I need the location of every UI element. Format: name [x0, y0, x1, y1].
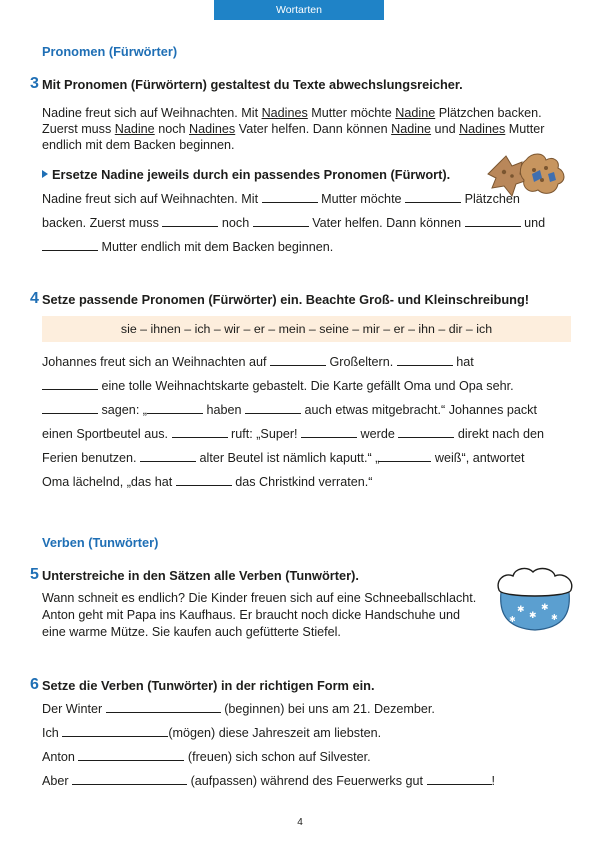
- task-4-instruction: Setze passende Pronomen (Fürwörter) ein. Beachte Groß- und Kleinschreibung!: [42, 292, 530, 307]
- task-3-text-line-3: endlich mit dem Backen beginnen.: [42, 138, 235, 152]
- answer-blank[interactable]: [405, 201, 461, 203]
- page-number: 4: [297, 817, 303, 828]
- svg-text:✱: ✱: [509, 615, 516, 624]
- task-6-line-1: Der Winter (beginnen) bei uns am 21. Dezember.: [42, 702, 435, 716]
- answer-blank[interactable]: [397, 364, 453, 366]
- answer-blank[interactable]: [140, 460, 196, 462]
- word-bank: sie – ihnen – ich – wir – er – mein – seine – mir – er – ihn – dir – ich: [42, 316, 571, 342]
- svg-text:✱: ✱: [529, 611, 537, 621]
- task-3-text-line-1: Nadine freut sich auf Weihnachten. Mit Nadines Mutter möchte Nadine Plätzchen backen.: [42, 106, 542, 120]
- task-3-exercise-line-3: Mutter endlich mit dem Backen beginnen.: [42, 240, 333, 254]
- answer-blank[interactable]: [262, 201, 318, 203]
- section-title-pronomen: Pronomen (Fürwörter): [42, 44, 178, 59]
- task-4-line-1: Johannes freut sich an Weihnachten auf Großeltern. hat: [42, 355, 474, 369]
- answer-blank[interactable]: [253, 225, 309, 227]
- task-number-4: 4: [30, 290, 39, 307]
- svg-text:✱: ✱: [541, 603, 549, 613]
- svg-text:✱: ✱: [517, 605, 525, 615]
- task-4-line-6: Oma lächelnd, „das hat das Christkind verraten.“: [42, 475, 373, 489]
- task-6-line-2: Ich (mögen) diese Jahreszeit am liebsten.: [42, 726, 382, 740]
- task-5-instruction: Unterstreiche in den Sätzen alle Verben (Tunwörter).: [42, 568, 359, 583]
- answer-blank[interactable]: [147, 412, 203, 414]
- task-5-line-3: eine warme Mütze. Sie kaufen auch gefütterte Stiefel.: [42, 625, 341, 639]
- task-4-line-2: eine tolle Weihnachtskarte gebastelt. Die Karte gefällt Oma und Opa sehr.: [42, 379, 514, 393]
- answer-blank[interactable]: [270, 364, 326, 366]
- winter-cap-illustration: [495, 566, 575, 636]
- answer-blank[interactable]: [427, 783, 492, 785]
- svg-text:✱: ✱: [551, 613, 558, 622]
- answer-blank[interactable]: [78, 759, 184, 761]
- answer-blank[interactable]: [379, 460, 431, 462]
- answer-blank[interactable]: [62, 735, 168, 737]
- cookies-illustration: [482, 152, 572, 198]
- answer-blank[interactable]: [42, 249, 98, 251]
- task-number-5: 5: [30, 566, 39, 583]
- task-6-line-3: Anton (freuen) sich schon auf Silvester.: [42, 750, 371, 764]
- answer-blank[interactable]: [106, 711, 221, 713]
- task-3-subinstruction: Ersetze Nadine jeweils durch ein passendes Pronomen (Fürwort).: [42, 167, 450, 182]
- task-4-line-3: sagen: „ haben auch etwas mitgebracht.“ Johannes packt: [42, 403, 537, 417]
- task-3-exercise-line-1: Nadine freut sich auf Weihnachten. Mit Mutter möchte Plätzchen: [42, 192, 520, 206]
- section-title-verben: Verben (Tunwörter): [42, 535, 159, 550]
- answer-blank[interactable]: [176, 484, 232, 486]
- answer-blank[interactable]: [72, 783, 187, 785]
- answer-blank[interactable]: [42, 412, 98, 414]
- task-5-line-2: Anton geht mit Papa ins Kaufhaus. Er braucht noch dicke Handschuhe und: [42, 608, 460, 622]
- task-number-3: 3: [30, 75, 39, 92]
- answer-blank[interactable]: [172, 436, 228, 438]
- task-3-instruction: Mit Pronomen (Fürwörtern) gestaltest du Texte abwechslungsreicher.: [42, 77, 463, 92]
- task-4-line-5: Ferien benutzen. alter Beutel ist nämlich kaputt.“ „ weiß“, antwortet: [42, 451, 525, 465]
- arrow-right-icon: [42, 170, 48, 178]
- task-number-6: 6: [30, 676, 39, 693]
- answer-blank[interactable]: [301, 436, 357, 438]
- task-4-line-4: einen Sportbeutel aus. ruft: „Super! werde direkt nach den: [42, 427, 544, 441]
- task-6-line-4: Aber (aufpassen) während des Feuerwerks gut !: [42, 774, 496, 788]
- answer-blank[interactable]: [42, 388, 98, 390]
- task-3-exercise-line-2: backen. Zuerst muss noch Vater helfen. Dann können und: [42, 216, 546, 230]
- task-6-instruction: Setze die Verben (Tunwörter) in der richtigen Form ein.: [42, 678, 375, 693]
- answer-blank[interactable]: [245, 412, 301, 414]
- header-tab: Wortarten: [214, 0, 384, 20]
- answer-blank[interactable]: [162, 225, 218, 227]
- answer-blank[interactable]: [398, 436, 454, 438]
- answer-blank[interactable]: [465, 225, 521, 227]
- task-5-line-1: Wann schneit es endlich? Die Kinder freuen sich auf eine Schneeballschlacht.: [42, 591, 477, 605]
- task-3-text-line-2: Zuerst muss Nadine noch Nadines Vater helfen. Dann können Nadine und Nadines Mutter: [42, 122, 545, 136]
